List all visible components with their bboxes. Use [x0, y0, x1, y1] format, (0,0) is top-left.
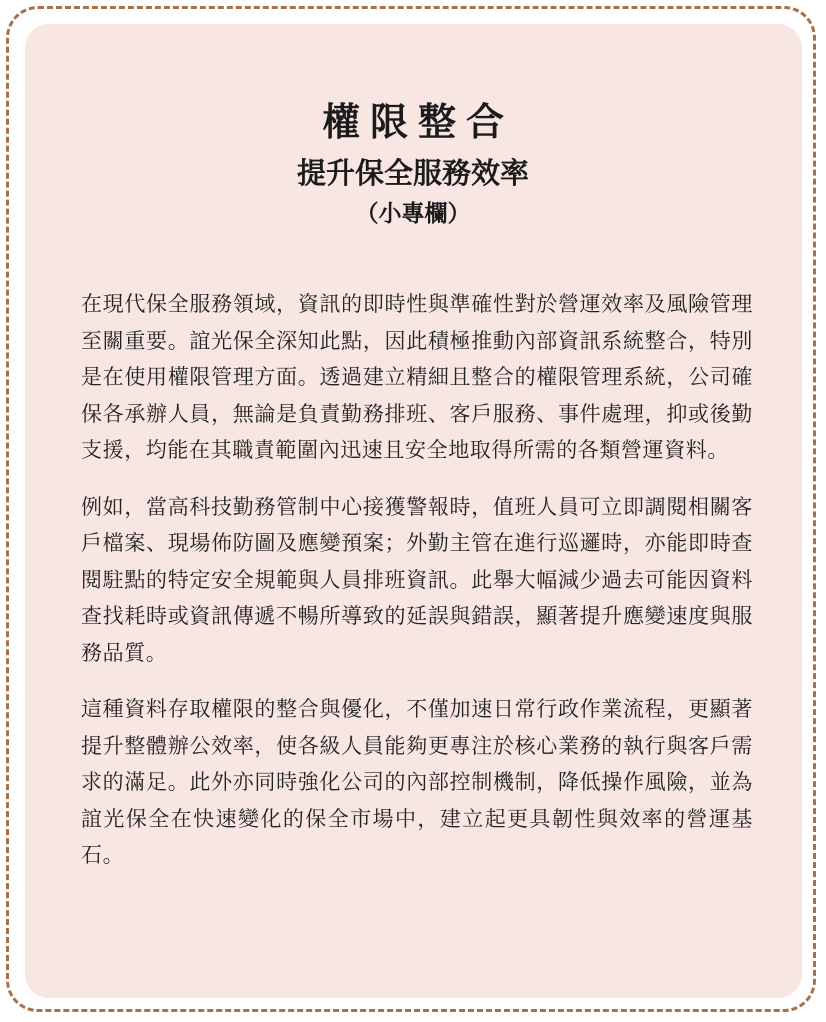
article-title: 權限整合 [321, 100, 514, 144]
article-body [81, 286, 753, 894]
body-paragraph-2: 例如，當高科技勤務管制中心接獲警報時，值班人員可立即調閱相關客戶檔案、現場佈防圖及應變預案；外勤主管在進行巡邏時，亦能即時查閱駐點的特定安全規範與人員排班資訊。此舉大幅減少過去可能因資料查找耗時或資訊傳遞不暢所導致的延誤與錯誤，顯著提升應變速度與服務品質。 [81, 494, 753, 665]
body-paragraph-1: 在現代保全服務領域，資訊的即時性與準確性對於營運效率及風險管理至關重要。誼光保全深知此點，因此積極推動內部資訊系統整合，特別是在使用權限管理方面。透過建立精細且整合的權限管理系統，公司確保各承辦人員，無論是負責勤務排班、客戶服務、事件處理，抑或後勤支援，均能在其職責範圍內迅速且安全地取得所需的各類營運資料。 [81, 292, 753, 462]
body-paragraph-3: 這種資料存取權限的整合與優化，不僅加速日常行政作業流程，更顯著提升整體辦公效率，使各級人員能夠更專注於核心業務的執行與客戶需求的滿足。此外亦同時強化公司的內部控制機制，降低操作風險，並為誼光保全在快速變化的保全市場中，建立起更具韌性與效率的營運基石。 [81, 697, 753, 867]
article-subtitle: 提升保全服務效率 [296, 156, 529, 190]
column-type-label: （小專欄） [355, 201, 471, 227]
